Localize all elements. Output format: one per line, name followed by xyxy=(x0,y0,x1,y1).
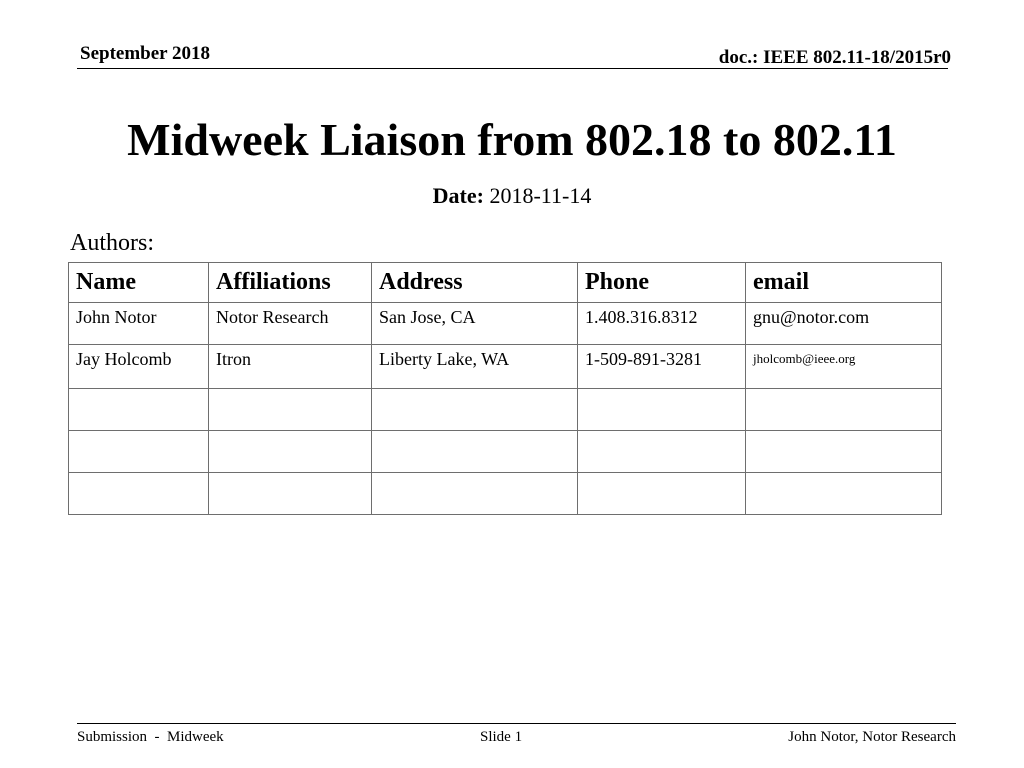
cell-name xyxy=(69,431,209,473)
cell-phone: 1.408.316.8312 xyxy=(578,303,746,345)
cell-address: San Jose, CA xyxy=(372,303,578,345)
column-header-address: Address xyxy=(372,263,578,303)
cell-email: gnu@notor.com xyxy=(746,303,942,345)
table-row xyxy=(69,431,942,473)
cell-name: Jay Holcomb xyxy=(69,345,209,389)
cell-name xyxy=(69,473,209,515)
cell-address xyxy=(372,473,578,515)
header-date: September 2018 xyxy=(80,43,210,64)
cell-email xyxy=(746,431,942,473)
cell-name xyxy=(69,389,209,431)
footer-author: John Notor, Notor Research xyxy=(788,729,956,745)
authors-table xyxy=(68,262,942,515)
column-header-name: Name xyxy=(69,263,209,303)
table-row xyxy=(69,473,942,515)
cell-address xyxy=(372,431,578,473)
cell-affiliation xyxy=(209,473,372,515)
date-label: Date: xyxy=(432,183,484,208)
footer-divider xyxy=(77,723,956,724)
cell-affiliation xyxy=(209,389,372,431)
date-value: 2018-11-14 xyxy=(489,183,592,208)
cell-phone: 1-509-891-3281 xyxy=(578,345,746,389)
column-header-email: email xyxy=(746,263,942,303)
cell-phone xyxy=(578,431,746,473)
header-doc-id: doc.: IEEE 802.11-18/2015r0 xyxy=(718,47,951,68)
footer-slide-number: Slide 1 xyxy=(480,729,523,745)
authors-label: Authors: xyxy=(70,230,154,256)
cell-affiliation xyxy=(209,431,372,473)
cell-name: John Notor xyxy=(69,303,209,345)
column-header-phone: Phone xyxy=(578,263,746,303)
table-row xyxy=(69,345,942,389)
cell-affiliation: Itron xyxy=(209,345,372,389)
date-line xyxy=(0,183,1024,209)
cell-email xyxy=(746,473,942,515)
cell-email xyxy=(746,389,942,431)
table-header-row xyxy=(69,263,942,303)
cell-address: Liberty Lake, WA xyxy=(372,345,578,389)
header-divider xyxy=(77,68,948,69)
footer-submission: Submission - Midweek xyxy=(77,729,224,745)
cell-address xyxy=(372,389,578,431)
table-row xyxy=(69,389,942,431)
cell-phone xyxy=(578,473,746,515)
cell-email: jholcomb@ieee.org xyxy=(746,345,942,389)
cell-phone xyxy=(578,389,746,431)
table-row xyxy=(69,303,942,345)
column-header-affiliations: Affiliations xyxy=(209,263,372,303)
cell-affiliation: Notor Research xyxy=(209,303,372,345)
slide-title: Midweek Liaison from 802.18 to 802.11 xyxy=(127,114,897,165)
